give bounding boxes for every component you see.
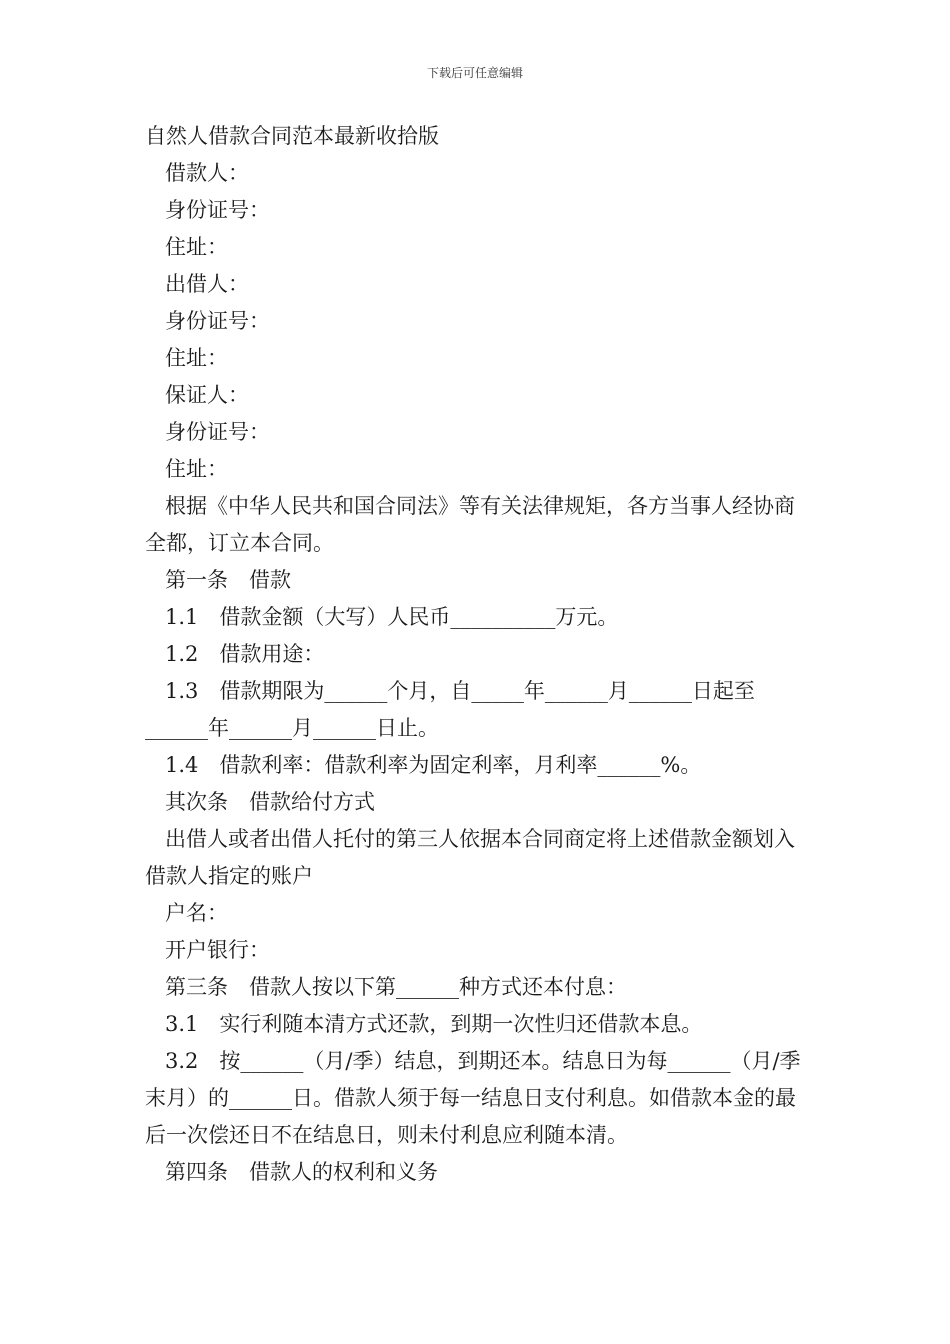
clause-1-4: 1.4 借款利率：借款利率为固定利率，月利率______%。 bbox=[165, 753, 702, 777]
lender-id-label: 身份证号： bbox=[165, 309, 270, 333]
borrower-label: 借款人： bbox=[165, 161, 249, 185]
guarantor-label: 保证人： bbox=[165, 383, 249, 407]
article-2-heading: 其次条 借款给付方式 bbox=[165, 790, 375, 814]
clause-1-3: 1.3 借款期限为______个月，自_____年______月______日起至______年______月______日止。 bbox=[145, 679, 755, 740]
borrower-id-label: 身份证号： bbox=[165, 198, 270, 222]
article-3-heading: 第三条 借款人按以下第______种方式还本付息： bbox=[165, 975, 627, 999]
account-name-label: 户名： bbox=[165, 901, 228, 925]
lender-label: 出借人： bbox=[165, 272, 249, 296]
lender-address-label: 住址： bbox=[165, 346, 228, 370]
clause-1-1: 1.1 借款金额（大写）人民币__________万元。 bbox=[165, 605, 619, 629]
document-body bbox=[145, 118, 810, 1191]
clause-3-2: 3.2 按______（月/季）结息，到期还本。结息日为每______（月/季末月）的______日。借款人须于每一结息日支付利息。如借款本金的最后一次偿还日不在结息日，则未付利息应利随本清。 bbox=[145, 1049, 801, 1147]
guarantor-address-label: 住址： bbox=[165, 457, 228, 481]
guarantor-id-label: 身份证号： bbox=[165, 420, 270, 444]
clause-3-1: 3.1 实行利随本清方式还款，到期一次性归还借款本息。 bbox=[165, 1012, 703, 1036]
clause-1-2: 1.2 借款用途： bbox=[165, 642, 325, 666]
bank-label: 开户银行： bbox=[165, 938, 270, 962]
article-1-heading: 第一条 借款 bbox=[165, 568, 291, 592]
article-4-heading: 第四条 借款人的权利和义务 bbox=[165, 1160, 438, 1184]
page-header: 下载后可任意编辑 bbox=[426, 66, 523, 80]
intro-paragraph: 根据《中华人民共和国合同法》等有关法律规矩，各方当事人经协商全都，订立本合同。 bbox=[145, 494, 795, 555]
article-2-body: 出借人或者出借人托付的第三人依据本合同商定将上述借款金额划入借款人指定的账户 bbox=[145, 827, 795, 888]
document-title: 自然人借款合同范本最新收拾版 bbox=[145, 124, 439, 148]
borrower-address-label: 住址： bbox=[165, 235, 228, 259]
